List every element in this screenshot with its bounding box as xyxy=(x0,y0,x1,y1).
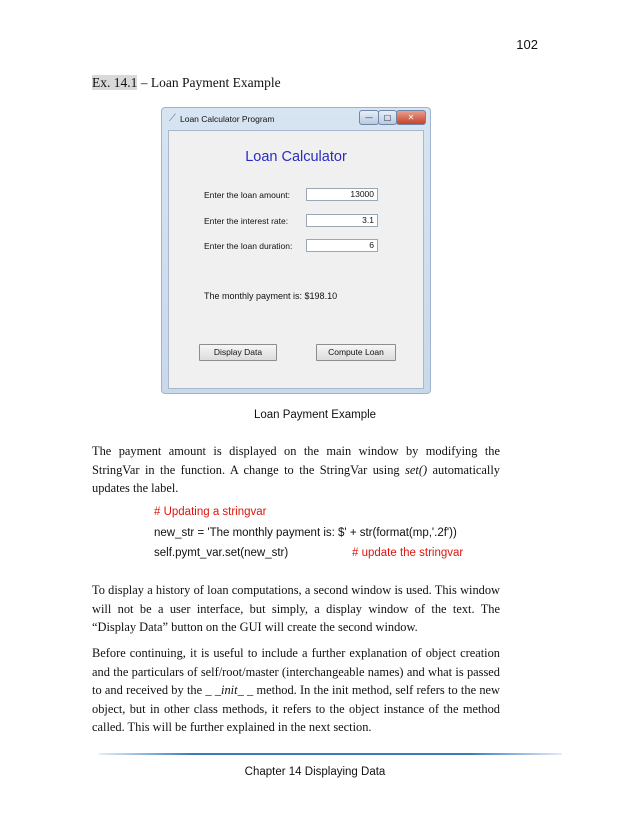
code-line-1: new_str = 'The monthly payment is: $' + str(format(mp,'.2f')) xyxy=(154,527,457,539)
paragraph-3-text-b: _ _ method. In the init method, self refers to the new object, but in other class methods, it refers to the object instance of the method called. This will be further explained in the next section. xyxy=(92,683,500,734)
paragraph-3-emphasis: init xyxy=(221,683,238,697)
loan-duration-label: Enter the loan duration: xyxy=(204,241,293,251)
footer-divider xyxy=(99,753,562,755)
paragraph-1-text-b: automatically updates the label. xyxy=(92,462,500,495)
code-inline-comment: # update the stringvar xyxy=(352,547,464,559)
window-titlebar[interactable] xyxy=(162,108,430,130)
loan-amount-input[interactable]: 13000 xyxy=(306,188,378,201)
paragraph-3-text-a: Before continuing, it is useful to include a further explanation of object creation and the particulars of self/root/master (interchangeable names) and what is passed to and received by the _ _ xyxy=(92,646,500,697)
example-label: Ex. 14.1 xyxy=(92,75,138,90)
paragraph-1-emphasis: set() xyxy=(405,462,428,477)
monthly-payment-label: The monthly payment is: $198.10 xyxy=(204,291,338,301)
window-client-area xyxy=(168,130,424,389)
minimize-button[interactable]: — xyxy=(359,110,379,125)
interest-rate-input[interactable]: 3.1 xyxy=(306,214,378,227)
page-number: 102 xyxy=(516,37,538,52)
app-heading: Loan Calculator xyxy=(245,149,347,165)
paragraph-1 xyxy=(92,442,500,498)
loan-calculator-window xyxy=(161,107,431,394)
compute-loan-button[interactable]: Compute Loan xyxy=(316,344,396,361)
maximize-button[interactable]: □ xyxy=(378,110,397,125)
code-comment: # Updating a stringvar xyxy=(154,506,267,518)
figure-caption: Loan Payment Example xyxy=(253,409,377,421)
paragraph-2: To display a history of loan computations, a second window is used. This window will not be a user interface, but simply, a display window of the text. The “Display Data” button on the GUI will create the second window. xyxy=(92,583,500,634)
footer-chapter: Chapter 14 Displaying Data xyxy=(244,766,386,778)
example-title: – Loan Payment Example xyxy=(137,75,281,90)
example-heading xyxy=(92,75,281,91)
loan-duration-input[interactable]: 6 xyxy=(306,239,378,252)
display-data-button[interactable]: Display Data xyxy=(199,344,277,361)
feather-icon: ⟋ xyxy=(169,113,176,124)
code-line-2: self.pymt_var.set(new_str) xyxy=(154,547,289,559)
interest-rate-label: Enter the interest rate: xyxy=(204,216,289,226)
paragraph-1-text-a: The payment amount is displayed on the main window by modifying the StringVar in the function. A change to the StringVar using xyxy=(92,444,500,477)
paragraph-3 xyxy=(92,644,500,737)
loan-amount-label: Enter the loan amount: xyxy=(204,190,291,200)
close-button[interactable]: ✕ xyxy=(396,110,426,125)
window-title: Loan Calculator Program xyxy=(180,114,275,124)
